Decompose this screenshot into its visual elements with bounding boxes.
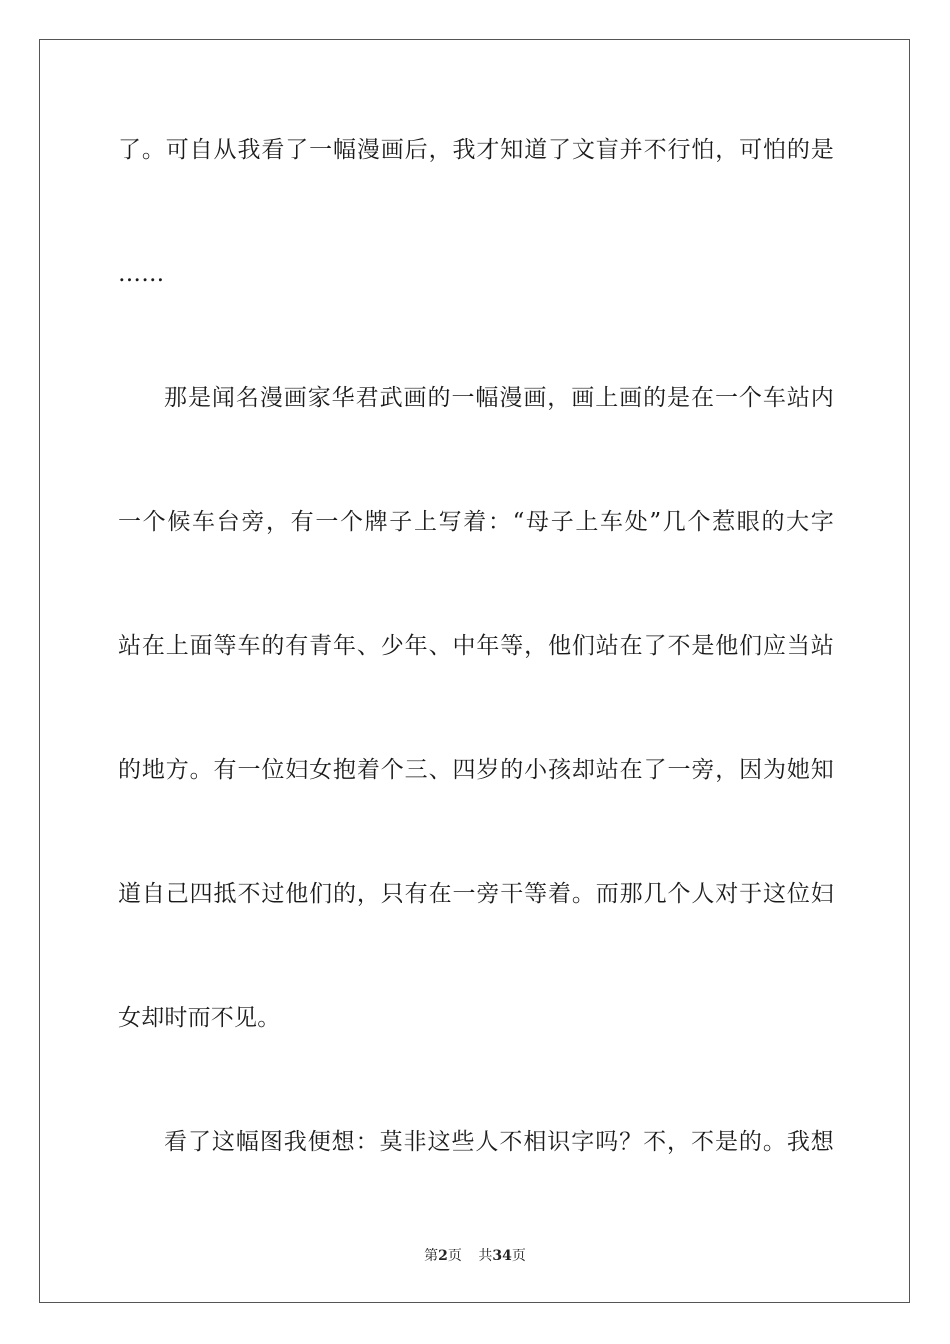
text-line-2: …… bbox=[118, 261, 165, 287]
text-line-8: 女却时而不见。 bbox=[118, 1005, 281, 1031]
text-line-7: 道自己四抵不过他们的，只有在一旁干等着。而那几个人对于这位妇 bbox=[118, 881, 834, 907]
text-line-6: 的地方。有一位妇女抱着个三、四岁的小孩却站在了一旁，因为她知 bbox=[118, 757, 834, 783]
text-line-3: 那是闻名漫画家华君武画的一幅漫画，画上画的是在一个车站内 bbox=[164, 385, 834, 411]
text-line-1: 了。可自从我看了一幅漫画后，我才知道了文盲并不行怕，可怕的是 bbox=[118, 137, 834, 163]
text-line-4: 一个候车台旁，有一个牌子上写着：“母子上车处”几个惹眼的大字 bbox=[118, 509, 834, 535]
page-indicator: 第2页 bbox=[424, 1248, 462, 1264]
page-footer bbox=[0, 1246, 950, 1266]
page-number: 2 bbox=[438, 1248, 448, 1264]
total-pages-indicator: 共34页 bbox=[478, 1248, 526, 1264]
total-pages: 34 bbox=[492, 1248, 512, 1264]
page-border bbox=[39, 39, 910, 1303]
text-line-5: 站在上面等车的有青年、少年、中年等，他们站在了不是他们应当站 bbox=[118, 633, 834, 659]
text-line-9: 看了这幅图我便想：莫非这些人不相识字吗？不，不是的。我想 bbox=[164, 1129, 834, 1155]
